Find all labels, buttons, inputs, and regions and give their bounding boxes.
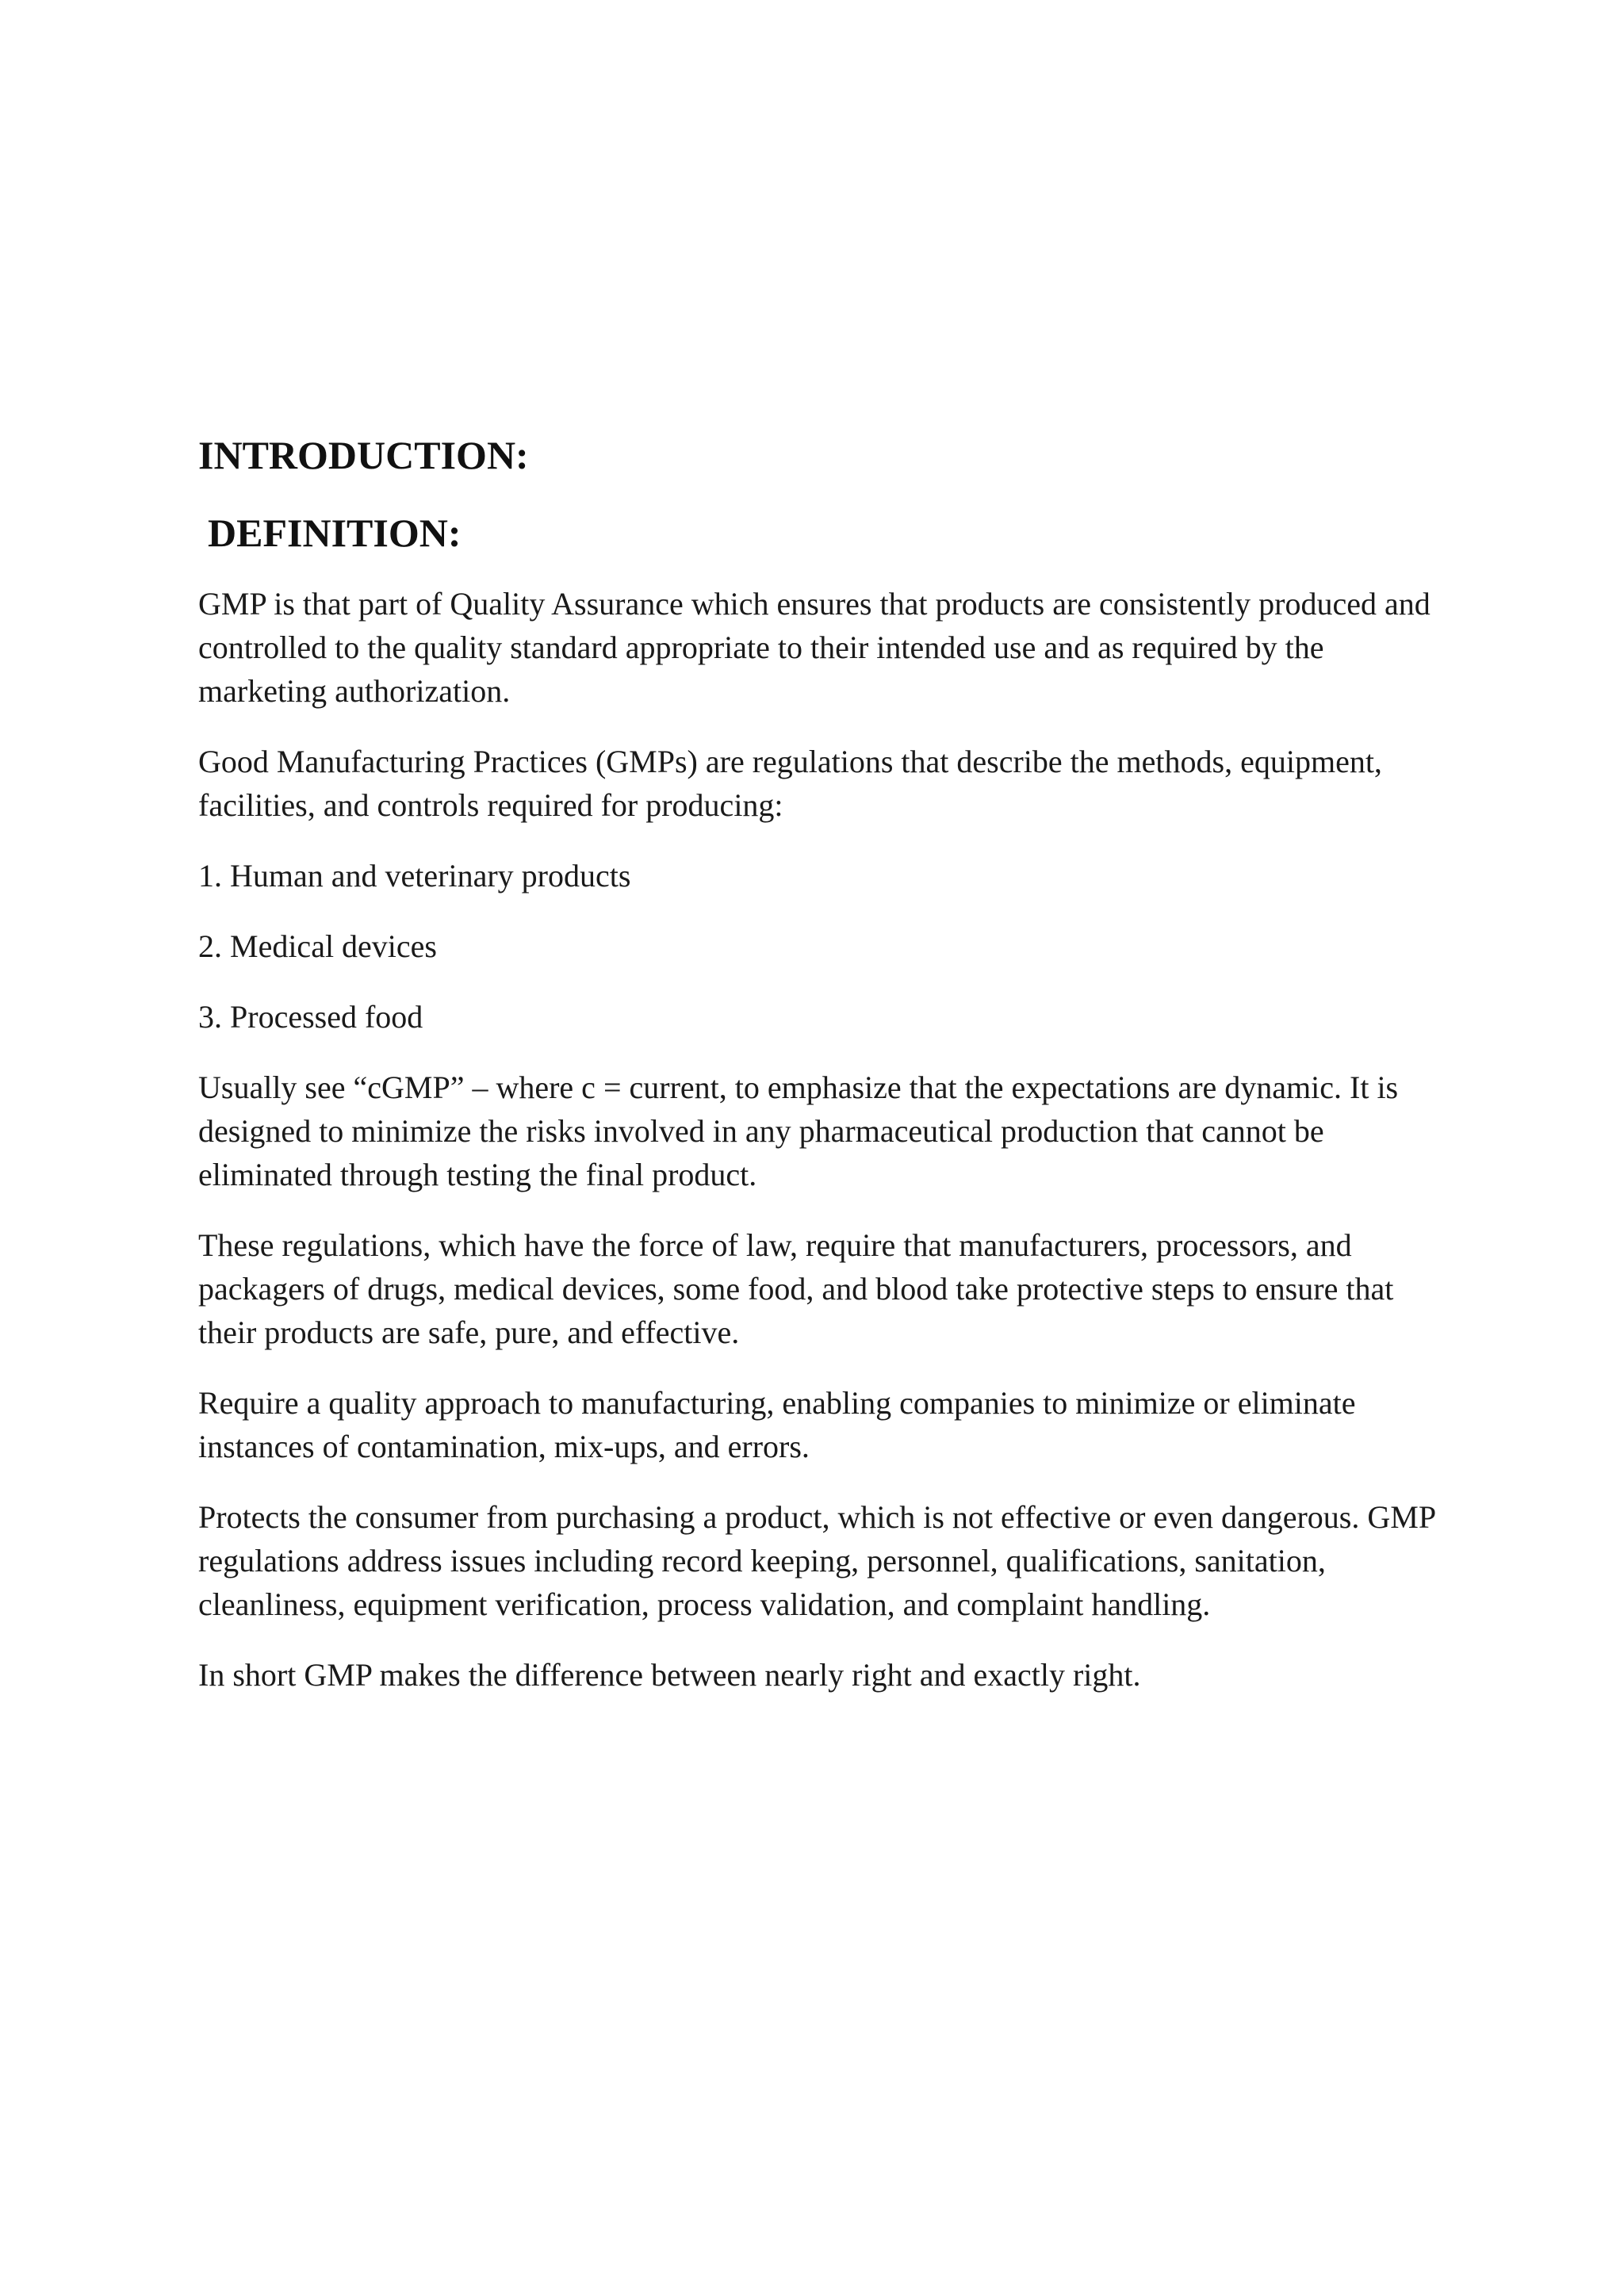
paragraph-in-short: In short GMP makes the difference between nearly right and exactly right. bbox=[198, 1657, 1141, 1693]
introduction-heading: INTRODUCTION: bbox=[198, 433, 529, 477]
product-list bbox=[198, 854, 1435, 1039]
paragraph-quality-approach: Require a quality approach to manufacturing, enabling companies to minimize or eliminate instances of contamination, mix-ups, and errors. bbox=[198, 1385, 1356, 1464]
list-item: 2. Medical devices bbox=[198, 928, 437, 964]
paragraph-cgmp: Usually see “cGMP” – where c = current, to emphasize that the expectations are dynamic. It is designed to minimize the risks involved in any pharmaceutical production that cannot be eliminated through testing the final product. bbox=[198, 1070, 1399, 1192]
paragraph-force-of-law: These regulations, which have the force of law, require that manufacturers, processors, and packagers of drugs, medical devices, some food, and blood take protective steps to ensure that their products are safe, pure, and effective. bbox=[198, 1227, 1394, 1350]
paragraph-gmp-definition: GMP is that part of Quality Assurance which ensures that products are consistently produced and controlled to the quality standard appropriate to their intended use and as required by the marketing authorization. bbox=[198, 586, 1431, 709]
paragraph-consumer-protection: Protects the consumer from purchasing a product, which is not effective or even dangerous. GMP regulations address issues including record keeping, personnel, qualifications, sanitation, cleanliness, equipment verification, process validation, and complaint handling. bbox=[198, 1499, 1435, 1622]
list-item: 3. Processed food bbox=[198, 999, 423, 1035]
document-body bbox=[198, 427, 1435, 1724]
paragraph-gmp-regulations: Good Manufacturing Practices (GMPs) are regulations that describe the methods, equipment, facilities, and controls required for producing: bbox=[198, 744, 1382, 823]
definition-heading: DEFINITION: bbox=[208, 511, 462, 555]
list-item: 1. Human and veterinary products bbox=[198, 858, 631, 894]
